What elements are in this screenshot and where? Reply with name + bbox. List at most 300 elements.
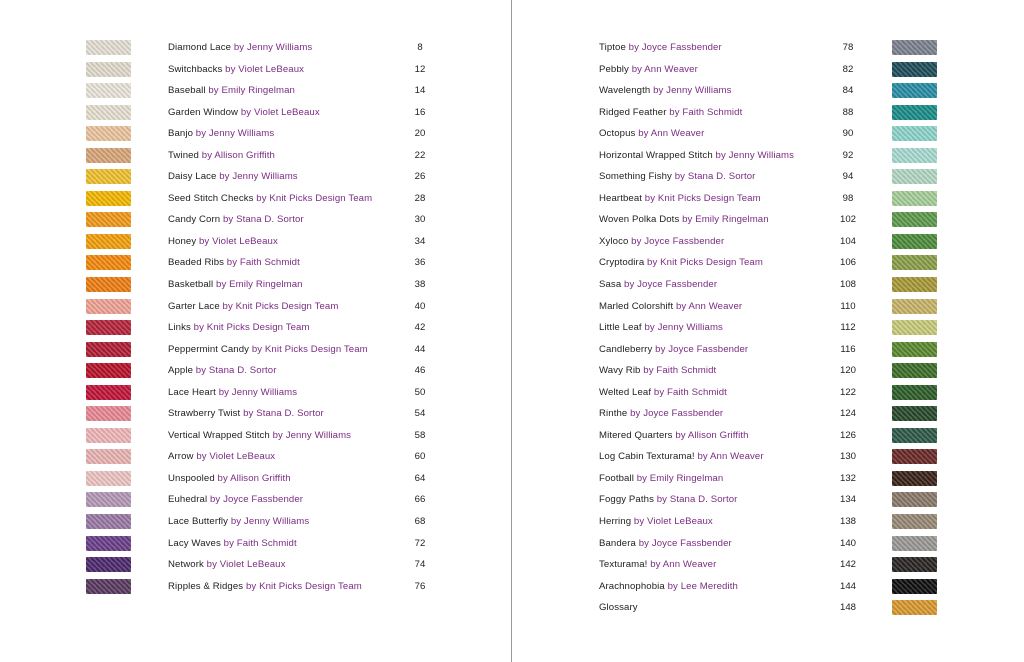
stitch-swatch-image [86, 62, 131, 77]
entry-title-line [168, 256, 300, 270]
page-number: 122 [839, 386, 856, 398]
contents-entry [86, 275, 436, 297]
contents-entry [599, 81, 939, 103]
pattern-name: Herring [599, 516, 632, 528]
contents-entry [599, 404, 939, 426]
stitch-swatch-image [86, 277, 131, 292]
pattern-author: by Emily Ringelman [205, 85, 295, 97]
pattern-name: Marled Colorshift [599, 300, 674, 312]
page-number: 14 [414, 85, 426, 97]
entry-title-line [599, 106, 742, 120]
page-number: 16 [414, 106, 426, 118]
page-number: 108 [839, 279, 856, 291]
entry-title-line [599, 41, 722, 55]
entry-title-line [168, 127, 274, 141]
page-number: 110 [840, 300, 856, 312]
pattern-name: Rinthe [599, 408, 628, 420]
stitch-swatch-image [892, 62, 937, 77]
pattern-name: Baseball [168, 85, 206, 97]
stitch-swatch-image [86, 536, 131, 551]
contents-entry [86, 404, 436, 426]
contents-entry [86, 38, 436, 60]
pattern-name: Arrow [168, 451, 194, 463]
page-number: 124 [839, 408, 856, 420]
stitch-swatch-image [892, 536, 937, 551]
pattern-author: by Ann Weaver [647, 559, 717, 571]
entry-title-line [168, 235, 278, 249]
pattern-author: by Joyce Fassbender [207, 494, 304, 506]
contents-entry [599, 598, 939, 620]
pattern-name: Log Cabin Texturama! [599, 451, 695, 463]
contents-entry [599, 447, 939, 469]
pattern-author: by Allison Griffith [214, 472, 291, 484]
page-number: 76 [414, 580, 426, 592]
pattern-name: Garden Window [168, 106, 239, 118]
entry-title-line [168, 472, 291, 486]
page-number: 34 [414, 235, 426, 247]
stitch-swatch-image [892, 105, 937, 120]
pattern-author: by Stana D. Sortor [240, 408, 324, 420]
pattern-name: Twined [168, 149, 199, 161]
pattern-name: Switchbacks [168, 63, 223, 75]
contents-entry [86, 210, 436, 232]
entry-title-line [599, 601, 638, 615]
stitch-swatch-image [892, 471, 937, 486]
pattern-name: Peppermint Candy [168, 343, 250, 355]
contents-entry [86, 124, 436, 146]
pattern-name: Foggy Paths [599, 494, 654, 506]
pattern-name: Lace Butterfly [168, 516, 229, 528]
pattern-author: by Stana D. Sortor [193, 365, 277, 377]
page-number: 78 [842, 42, 854, 53]
pattern-author: by Violet LeBeaux [238, 106, 320, 118]
entry-title-line [599, 515, 713, 529]
pattern-author: by Emily Ringelman [633, 472, 724, 484]
pattern-author: by Knit Picks Design Team [253, 192, 373, 204]
entry-title-line [168, 300, 338, 314]
page-number: 140 [839, 537, 856, 549]
stitch-swatch-image [892, 40, 937, 55]
page-number: 82 [842, 63, 854, 75]
entry-title-line [599, 580, 738, 594]
entry-title-line [168, 450, 275, 464]
pattern-name: Banjo [168, 128, 194, 140]
entry-title-line [599, 364, 716, 378]
pattern-author: by Jenny Williams [641, 322, 723, 334]
contents-entry [599, 253, 939, 275]
entry-title-line [168, 386, 297, 400]
pattern-author: by Allison Griffith [672, 429, 749, 441]
pattern-name: Beaded Ribs [168, 257, 225, 269]
contents-entry [86, 232, 436, 254]
entry-title-line [599, 278, 717, 292]
contents-entry [86, 167, 436, 189]
pattern-name: Arachnophobia [599, 580, 665, 592]
pattern-author: by Joyce Fassbender [627, 408, 724, 420]
page-number: 102 [839, 214, 856, 226]
entry-title-line [599, 192, 761, 206]
pattern-author: by Knit Picks Design Team [243, 580, 362, 592]
page-number: 66 [414, 494, 426, 506]
entry-title-line [599, 321, 723, 335]
page-number: 116 [840, 343, 856, 355]
stitch-swatch-image [892, 255, 937, 270]
page-number: 40 [414, 300, 426, 312]
page-number: 98 [842, 192, 854, 204]
pattern-name: Tiptoe [599, 42, 626, 53]
contents-entry [599, 577, 939, 599]
page-number: 88 [842, 106, 854, 118]
page-number: 12 [414, 63, 426, 75]
page-number: 94 [842, 171, 854, 183]
pattern-author: by Stana D. Sortor [671, 171, 756, 183]
contents-entry [599, 469, 939, 491]
contents-entry [86, 490, 436, 512]
page-number: 36 [414, 257, 426, 269]
stitch-swatch-image [86, 83, 131, 98]
entry-title-line [599, 386, 727, 400]
entry-title-line [168, 192, 372, 206]
entry-title-line [599, 429, 749, 443]
contents-entry [86, 146, 436, 168]
contents-entry [599, 232, 939, 254]
stitch-swatch-image [86, 234, 131, 249]
page-number: 92 [842, 149, 854, 161]
pattern-author: by Ann Weaver [673, 300, 743, 312]
entry-title-line [168, 558, 286, 572]
contents-entry [86, 469, 436, 491]
stitch-swatch-image [892, 579, 937, 594]
contents-entry [86, 447, 436, 469]
stitch-swatch-image [892, 492, 937, 507]
pattern-name: Wavelength [599, 85, 651, 97]
pattern-name: Candy Corn [168, 214, 221, 226]
pattern-author: by Knit Picks Design Team [642, 192, 761, 204]
pattern-author: by Joyce Fassbender [625, 42, 722, 53]
pattern-author: by Jenny Williams [712, 149, 795, 161]
page-number: 60 [414, 451, 426, 463]
entry-title-line [599, 300, 742, 314]
pattern-author: by Violet LeBeaux [196, 235, 278, 247]
pattern-name: Bandera [599, 537, 636, 549]
stitch-swatch-image [892, 83, 937, 98]
pattern-author: by Joyce Fassbender [652, 343, 749, 355]
stitch-swatch-image [86, 148, 131, 163]
entry-title-line [599, 343, 748, 357]
stitch-swatch-image [86, 406, 131, 421]
page-number: 30 [414, 214, 426, 226]
stitch-swatch-image [86, 105, 131, 120]
stitch-swatch-image [892, 126, 937, 141]
stitch-swatch-image [892, 385, 937, 400]
entry-title-line [168, 515, 309, 529]
pattern-author: by Ann Weaver [694, 451, 764, 463]
pattern-name: Lacy Waves [168, 537, 221, 549]
page-number: 90 [842, 128, 854, 140]
page-number: 42 [414, 322, 426, 334]
page-number: 130 [839, 451, 856, 463]
contents-entry [599, 167, 939, 189]
page-number: 20 [414, 128, 426, 140]
contents-entry [599, 146, 939, 168]
pattern-author: by Violet LeBeaux [203, 559, 286, 571]
pattern-name: Lace Heart [168, 386, 216, 398]
stitch-swatch-image [86, 255, 131, 270]
pattern-name: Unspooled [168, 472, 215, 484]
pattern-author: by Jenny Williams [228, 516, 310, 528]
page-number: 28 [414, 192, 426, 204]
pattern-author: by Jenny Williams [216, 171, 298, 183]
pattern-name: Diamond Lace [168, 42, 232, 53]
stitch-swatch-image [86, 169, 131, 184]
pattern-name: Horizontal Wrapped Stitch [599, 149, 713, 161]
entry-title-line [599, 235, 724, 249]
pattern-author: by Faith Schmidt [651, 386, 727, 398]
pattern-name: Cryptodira [599, 257, 645, 269]
pattern-name: Little Leaf [599, 322, 642, 334]
pattern-author: by Faith Schmidt [220, 537, 297, 549]
page-number: 50 [414, 386, 426, 398]
pattern-author: by Jenny Williams [193, 128, 275, 140]
contents-entry [599, 555, 939, 577]
stitch-swatch-image [892, 449, 937, 464]
entry-title-line [599, 407, 723, 421]
stitch-swatch-image [892, 277, 937, 292]
pattern-name: Ripples & Ridges [168, 580, 244, 592]
entry-title-line [168, 213, 304, 227]
pattern-author: by Emily Ringelman [679, 214, 769, 226]
entry-title-line [599, 493, 737, 507]
entry-title-line [168, 407, 324, 421]
stitch-swatch-image [892, 169, 937, 184]
stitch-swatch-image [86, 320, 131, 335]
pattern-name: Network [168, 559, 204, 571]
contents-entry [599, 189, 939, 211]
pattern-author: by Violet LeBeaux [222, 63, 305, 75]
entry-title-line [168, 149, 275, 163]
entry-title-line [599, 84, 732, 98]
pattern-author: by Violet LeBeaux [193, 451, 276, 463]
pattern-author: by Knit Picks Design Team [644, 257, 763, 269]
contents-entry [86, 103, 436, 125]
pattern-name: Woven Polka Dots [599, 214, 680, 226]
page-number: 68 [414, 516, 426, 528]
entry-title-line [168, 537, 297, 551]
contents-entry [86, 297, 436, 319]
stitch-swatch-image [892, 600, 937, 615]
stitch-swatch-image [892, 514, 937, 529]
entry-title-line [168, 41, 312, 55]
entry-title-line [168, 343, 368, 357]
stitch-swatch-image [86, 212, 131, 227]
entry-title-line [599, 63, 698, 77]
pattern-name: Octopus [599, 128, 636, 140]
stitch-swatch-image [892, 148, 937, 163]
pattern-author: by Joyce Fassbender [628, 235, 725, 247]
entry-title-line [599, 256, 763, 270]
page-number: 138 [839, 516, 856, 528]
contents-entry [86, 534, 436, 556]
contents-entry [86, 426, 436, 448]
page-number: 54 [414, 408, 426, 420]
entry-title-line [168, 170, 298, 184]
contents-entry [599, 103, 939, 125]
entry-title-line [168, 321, 310, 335]
pattern-name: Sasa [599, 279, 622, 291]
pattern-name: Glossary [599, 602, 638, 614]
pattern-name: Honey [168, 235, 197, 247]
pattern-author: by Jenny Williams [215, 386, 298, 398]
pattern-name: Mitered Quarters [599, 429, 673, 441]
contents-entry [599, 275, 939, 297]
stitch-swatch-image [892, 212, 937, 227]
stitch-swatch-image [86, 579, 131, 594]
pattern-name: Strawberry Twist [168, 408, 241, 420]
pattern-author: by Faith Schmidt [640, 365, 717, 377]
stitch-swatch-image [86, 126, 131, 141]
page-number: 132 [839, 472, 856, 484]
stitch-swatch-image [86, 191, 131, 206]
pattern-name: Xyloco [599, 235, 629, 247]
page-number: 8 [417, 42, 423, 53]
stitch-swatch-image [892, 363, 937, 378]
entry-title-line [599, 149, 794, 163]
entry-title-line [168, 429, 351, 443]
page-number: 74 [414, 559, 426, 571]
contents-entry [599, 210, 939, 232]
entry-title-line [599, 170, 755, 184]
entry-title-line [168, 106, 320, 120]
pattern-author: by Jenny Williams [231, 42, 313, 53]
pattern-author: by Joyce Fassbender [621, 279, 718, 291]
entry-title-line [168, 364, 277, 378]
pattern-name: Basketball [168, 279, 214, 291]
contents-entry [86, 81, 436, 103]
contents-entry [86, 340, 436, 362]
page-number: 72 [414, 537, 426, 549]
pattern-name: Euhedral [168, 494, 208, 506]
pattern-author: by Ann Weaver [635, 128, 705, 140]
stitch-swatch-image [86, 514, 131, 529]
stitch-swatch-image [892, 428, 937, 443]
stitch-swatch-image [86, 363, 131, 378]
pattern-name: Football [599, 472, 634, 484]
page-number: 120 [839, 365, 856, 377]
contents-entry [86, 383, 436, 405]
page-number: 44 [414, 343, 426, 355]
stitch-swatch-image [86, 471, 131, 486]
entry-title-line [599, 558, 716, 572]
pattern-author: by Ann Weaver [628, 63, 698, 75]
pattern-name: Apple [168, 365, 194, 377]
page-number: 106 [839, 257, 856, 269]
page-number: 84 [842, 85, 854, 97]
right-page-contents [599, 38, 939, 620]
pattern-author: by Faith Schmidt [224, 257, 300, 269]
pattern-name: Texturama! [599, 559, 648, 571]
stitch-swatch-image [892, 557, 937, 572]
contents-entry [599, 38, 939, 60]
contents-entry [86, 253, 436, 275]
stitch-swatch-image [86, 492, 131, 507]
pattern-author: by Knit Picks Design Team [219, 300, 339, 312]
pattern-author: by Jenny Williams [269, 429, 352, 441]
page-number: 38 [414, 279, 426, 291]
stitch-swatch-image [86, 342, 131, 357]
contents-entry [599, 361, 939, 383]
contents-entry [86, 512, 436, 534]
page-number: 142 [839, 559, 856, 571]
pattern-author: by Stana D. Sortor [653, 494, 738, 506]
contents-entry [86, 361, 436, 383]
contents-entry [599, 340, 939, 362]
pattern-name: Ridged Feather [599, 106, 667, 118]
page-number: 58 [414, 429, 426, 441]
pattern-author: by Violet LeBeaux [631, 516, 713, 528]
stitch-swatch-image [86, 299, 131, 314]
contents-entry [86, 318, 436, 340]
pattern-author: by Knit Picks Design Team [190, 322, 310, 334]
left-page-contents [86, 38, 436, 598]
pattern-name: Wavy Rib [599, 365, 641, 377]
contents-entry [599, 512, 939, 534]
stitch-swatch-image [892, 406, 937, 421]
pattern-author: by Knit Picks Design Team [249, 343, 368, 355]
pattern-name: Pebbly [599, 63, 629, 75]
stitch-swatch-image [892, 299, 937, 314]
contents-entry [599, 383, 939, 405]
pattern-name: Candleberry [599, 343, 653, 355]
pattern-name: Seed Stitch Checks [168, 192, 254, 204]
entry-title-line [599, 213, 769, 227]
page-gutter-divider [511, 0, 512, 662]
page-number: 148 [839, 602, 856, 614]
contents-entry [599, 318, 939, 340]
pattern-name: Heartbeat [599, 192, 643, 204]
entry-title-line [599, 537, 732, 551]
contents-entry [86, 577, 436, 599]
page-number: 26 [414, 171, 426, 183]
page-number: 22 [414, 149, 426, 161]
entry-title-line [168, 493, 303, 507]
entry-title-line [599, 472, 723, 486]
stitch-swatch-image [892, 342, 937, 357]
page-number: 134 [839, 494, 856, 506]
stitch-swatch-image [86, 385, 131, 400]
page-number: 46 [414, 365, 426, 377]
contents-entry [86, 189, 436, 211]
pattern-author: by Jenny Williams [650, 85, 732, 97]
page-number: 126 [839, 429, 856, 441]
pattern-author: by Joyce Fassbender [635, 537, 732, 549]
contents-entry [86, 60, 436, 82]
entry-title-line [168, 63, 304, 77]
pattern-author: by Emily Ringelman [213, 279, 303, 291]
stitch-swatch-image [86, 557, 131, 572]
pattern-name: Vertical Wrapped Stitch [168, 429, 270, 441]
contents-entry [599, 297, 939, 319]
stitch-swatch-image [86, 428, 131, 443]
contents-entry [86, 555, 436, 577]
pattern-name: Welted Leaf [599, 386, 652, 398]
pattern-author: by Stana D. Sortor [220, 214, 304, 226]
stitch-swatch-image [892, 320, 937, 335]
pattern-name: Links [168, 322, 191, 334]
pattern-name: Daisy Lace [168, 171, 217, 183]
stitch-swatch-image [86, 40, 131, 55]
entry-title-line [168, 278, 303, 292]
entry-title-line [599, 450, 764, 464]
